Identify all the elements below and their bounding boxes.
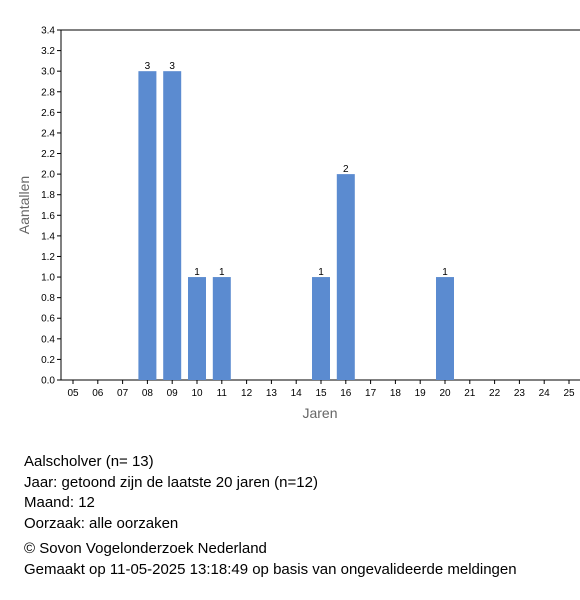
bar [138,71,156,380]
data-label: 3 [144,61,151,73]
y-tick-label: 0.4 [41,334,55,346]
x-tick-label: 21 [464,388,476,399]
cause-line: Oorzaak: alle oorzaken [24,514,179,532]
species-line: Aalscholver (n= 13) [24,453,154,470]
y-tick-label: 0.2 [41,354,55,366]
x-tick-label: 17 [365,388,377,399]
x-tick-label: 23 [513,388,525,399]
x-tick-label: 19 [414,388,426,399]
y-tick-label: 1.6 [41,210,55,222]
plot-area [41,26,580,400]
x-tick-label: 24 [538,388,550,399]
x-tick-label: 06 [92,388,104,399]
y-tick-label: 2.8 [41,87,55,99]
x-tick-label: 18 [389,388,401,399]
y-tick-label: 1.2 [41,251,55,263]
x-tick-label: 16 [340,388,352,399]
data-label: 1 [318,267,324,279]
y-tick-label: 3.0 [41,66,55,78]
data-label: 1 [442,267,448,279]
x-tick-label: 15 [315,388,327,399]
bar [436,277,454,380]
y-tick-label: 0.6 [41,313,55,325]
y-tick-label: 1.8 [41,190,55,202]
y-axis-title: Aantallen [16,175,32,235]
x-tick-label: 14 [290,388,302,399]
x-tick-label: 05 [67,388,79,399]
bar [188,277,206,380]
month-line: Maand: 12 [24,494,95,511]
x-tick-label: 11 [216,388,227,399]
x-tick-label: 13 [265,388,277,399]
bar [213,277,231,380]
y-tick-label: 0.8 [41,293,55,305]
x-tick-label: 20 [439,388,451,399]
y-tick-label: 3.4 [41,25,55,37]
bar [312,277,330,380]
y-tick-label: 1.4 [41,231,55,243]
x-tick-label: 07 [117,388,129,399]
data-label: 1 [219,267,225,279]
x-tick-label: 10 [191,388,203,399]
y-tick-label: 2.0 [41,169,55,181]
bar [337,174,355,380]
data-label: 2 [343,164,349,176]
x-tick-label: 09 [166,388,178,399]
data-label: 3 [169,61,175,73]
y-tick-label: 2.4 [41,128,55,140]
bar [163,71,181,380]
year-line: Jaar: getoond zijn de laatste 20 jaren (n=12) [24,473,318,491]
generated-line: Gemaakt op 11-05-2025 13:18:49 op basis van ongevalideerde meldingen [24,560,517,578]
x-tick-label: 08 [141,388,153,399]
x-tick-label: 22 [489,388,501,399]
data-label: 1 [194,267,200,279]
chart-info [24,452,517,580]
y-tick-label: 3.2 [41,46,55,58]
copyright-line: © Sovon Vogelonderzoek Nederland [24,540,267,557]
y-tick-label: 1.0 [41,272,55,284]
x-tick-label: 25 [563,388,575,399]
x-axis-title: Jaren [302,405,338,421]
y-tick-label: 2.2 [41,149,55,161]
y-tick-label: 2.6 [41,107,55,119]
x-tick-label: 12 [241,388,253,399]
y-tick-label: 0.0 [41,375,55,387]
